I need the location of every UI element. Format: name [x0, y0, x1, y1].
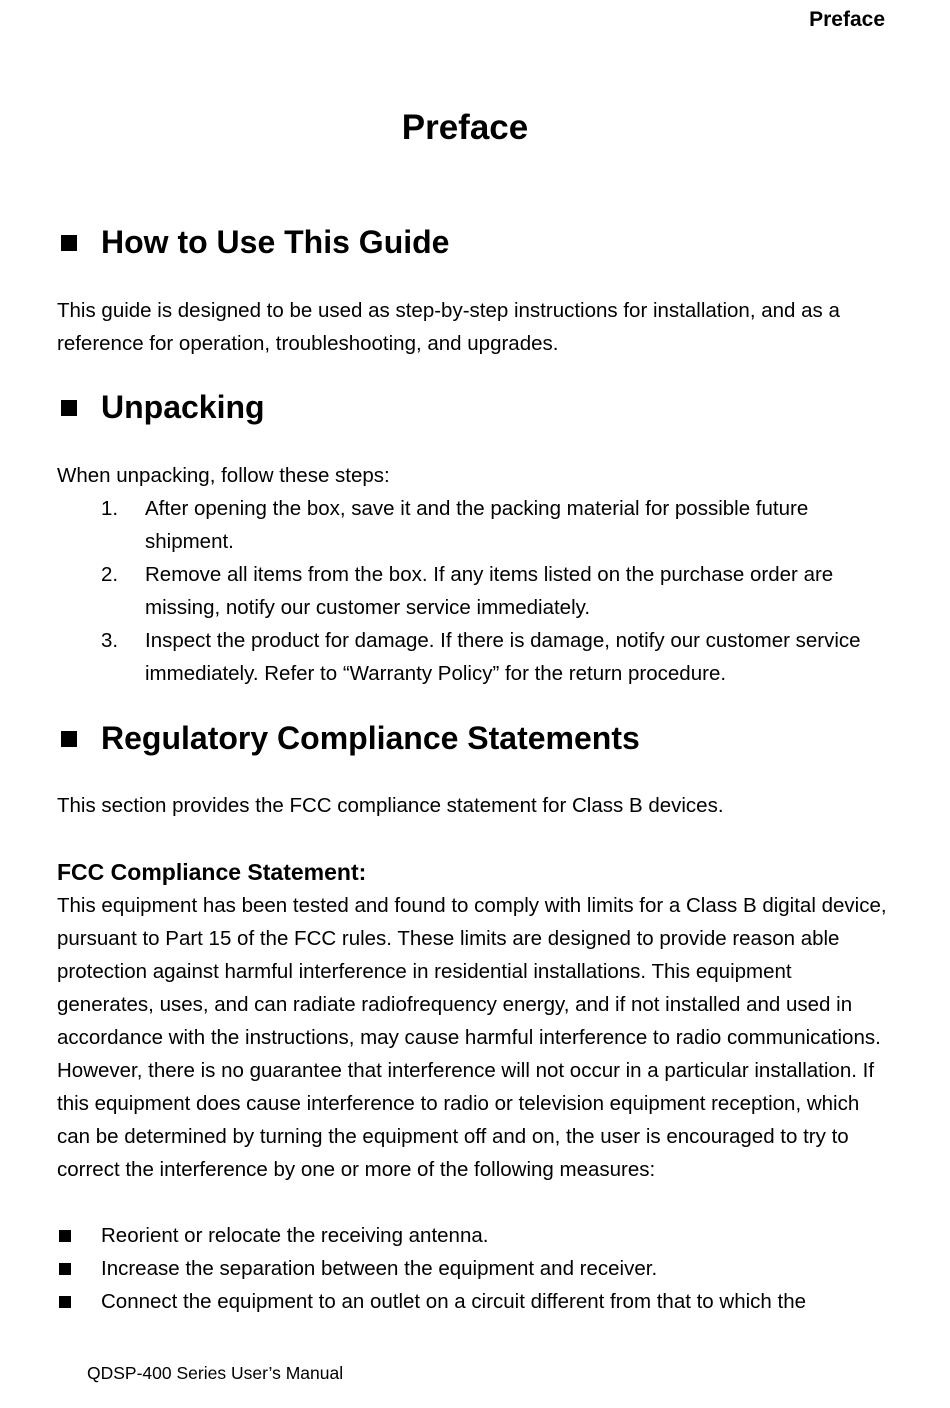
step-number: 1.: [101, 497, 119, 520]
list-item: [57, 1219, 897, 1252]
square-bullet-icon: [59, 1230, 71, 1242]
square-bullet-icon: [59, 1263, 71, 1275]
unpacking-intro: When unpacking, follow these steps:: [57, 464, 390, 487]
list-item: [57, 1252, 897, 1285]
square-bullet-icon: [61, 731, 77, 747]
fcc-measures: [57, 1219, 897, 1318]
fcc-heading: FCC Compliance Statement:: [57, 859, 367, 885]
running-header: Preface: [809, 8, 885, 31]
list-item: [57, 624, 887, 690]
square-bullet-icon: [61, 400, 77, 416]
section-heading-guide: [57, 224, 449, 261]
measure-text: Increase the separation between the equipment and receiver.: [101, 1257, 658, 1280]
square-bullet-icon: [61, 235, 77, 251]
step-text: Inspect the product for damage. If there is damage, notify our customer service immediately. Refer to “Warranty Policy” for the return procedure.: [145, 629, 861, 685]
list-item: [57, 558, 887, 624]
list-item: [57, 492, 887, 558]
measure-text: Reorient or relocate the receiving antenna.: [101, 1224, 489, 1247]
page-title: Preface: [401, 108, 529, 147]
section-heading-regulatory: [57, 720, 640, 757]
section-heading-guide-text: How to Use This Guide: [101, 224, 450, 260]
step-text: Remove all items from the box. If any items listed on the purchase order are missing, notify our customer service immediately.: [145, 563, 834, 619]
square-bullet-icon: [59, 1296, 71, 1308]
unpacking-steps: [57, 492, 887, 690]
section-heading-unpacking-text: Unpacking: [101, 389, 265, 425]
page-footer: QDSP-400 Series User’s Manual: [87, 1363, 344, 1383]
step-number: 3.: [101, 629, 119, 652]
measure-text: Connect the equipment to an outlet on a circuit different from that to which the: [101, 1290, 807, 1313]
fcc-paragraph: This equipment has been tested and found to comply with limits for a Class B digital device, pursuant to Part 15 of the FCC rules. These limits are designed to provide reason able protection against harmful interference in residential installations. This equipment generates, uses, and can radiate radiofrequency energy, and if not installed and used in accordance with the instructions, may cause harmful interference to radio communications. However, there is no guarantee that interference will not occur in a particular installation. If this equipment does cause interference to radio or television equipment reception, which can be determined by turning the equipment off and on, the user is encouraged to try to correct the interference by one or more of the following measures:: [57, 894, 887, 1181]
section-heading-regulatory-text: Regulatory Compliance Statements: [101, 720, 640, 756]
section-heading-unpacking: [57, 389, 265, 426]
step-number: 2.: [101, 563, 119, 586]
list-item: [57, 1285, 897, 1318]
guide-paragraph: This guide is designed to be used as step-by-step instructions for installation, and as a reference for operation, troubleshooting, and upgrades.: [57, 299, 840, 355]
step-text: After opening the box, save it and the packing material for possible future shipment.: [145, 497, 809, 553]
regulatory-paragraph: This section provides the FCC compliance statement for Class B devices.: [57, 794, 724, 817]
